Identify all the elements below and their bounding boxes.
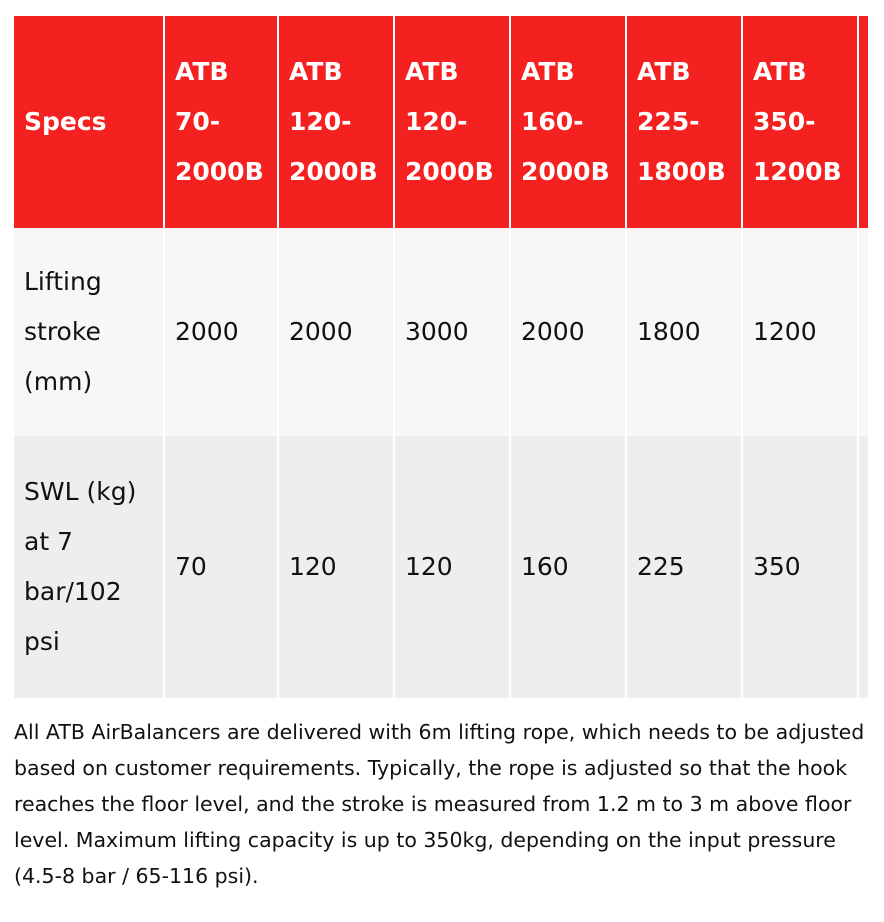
table-cell: 1200: [743, 228, 859, 436]
header-model: ATB 120-2000B: [279, 16, 395, 228]
table-cell: 2000: [511, 228, 627, 436]
table-cell: 120: [395, 436, 511, 698]
header-model: ATB 350-1200B: [743, 16, 859, 228]
header-model: ATB 120-2000B: [395, 16, 511, 228]
row-label: Lifting stroke (mm): [14, 228, 165, 436]
table-cell: 2000: [279, 228, 395, 436]
header-model: ATB 70-2000B: [165, 16, 279, 228]
specs-table: [14, 16, 868, 698]
table-cell: 350: [743, 436, 859, 698]
table-row: [14, 436, 868, 698]
table-cell: 1800: [627, 228, 743, 436]
table-cell: 225: [627, 436, 743, 698]
header-specs: Specs: [14, 16, 165, 228]
note-paragraph: All ATB AirBalancers are delivered with 6m lifting rope, which needs to be adjusted based on customer requirements. Typically, the rope is adjusted so that the hook reaches the floor level, and the stroke is measured from 1.2 m to 3 m above floor level. Maximum lifting capacity is up to 350kg, depending on the input pressure (4.5-8 bar / 65-116 psi).: [14, 720, 865, 888]
table-cell: 2000: [165, 228, 279, 436]
table-cell: 160: [511, 436, 627, 698]
specs-table-container: [14, 16, 868, 698]
row-label: SWL (kg) at 7 bar/102 psi: [14, 436, 165, 698]
table-cell: 3000: [395, 228, 511, 436]
header-model: ATB 160-2000B: [511, 16, 627, 228]
header-row: [14, 16, 868, 228]
table-cell-clipped: [859, 436, 868, 698]
table-row: [14, 228, 868, 436]
table-cell: 70: [165, 436, 279, 698]
header-model: ATB 225-1800B: [627, 16, 743, 228]
header-model-clipped: [859, 16, 868, 228]
table-cell: 120: [279, 436, 395, 698]
table-cell-clipped: [859, 228, 868, 436]
